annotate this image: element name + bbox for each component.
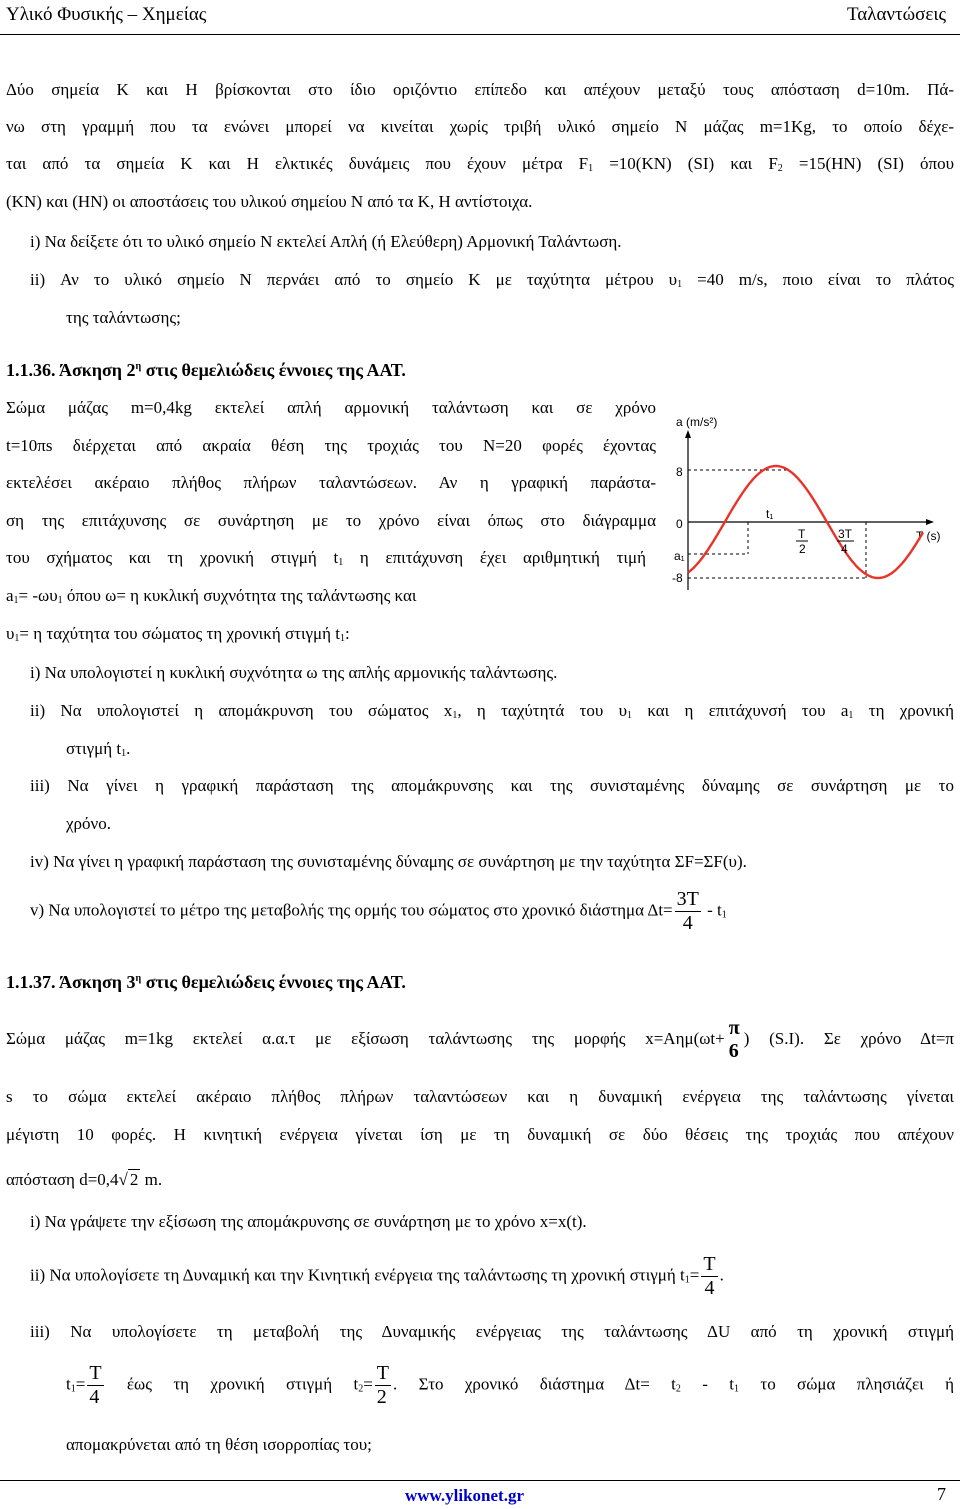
graph-x-tick-3T: 3T — [838, 527, 853, 541]
graph-y-label: a (m/s²) — [676, 415, 718, 429]
graph-x-tick-3T-den: 4 — [841, 542, 848, 556]
ex37-heading: 1.1.37. Άσκηση $3^\eta$ στις θεμελιώδεις έννοιες της ΑΑΤ. — [6, 972, 406, 992]
ex36-question-iii: iii) Να γίνει η γραφική παράσταση της απομάκρυνσης και της συνισταμένης δύναμης σε συνάρτηση με το — [30, 776, 954, 795]
fraction-3T-over-4: $\frac{3T}{4}$ — [676, 888, 699, 934]
ex37-line-3: μέγιστη 10 φορές. Η κινητική ενέργεια γίνεται ίση με τη δυναμική σε δύο θέσεις της τροχιάς που απέχουν — [6, 1125, 954, 1144]
ex36-line-2: t=10πs διέρχεται από ακραία θέση της τροχιάς του Ν=20 φορές έχοντας — [6, 436, 656, 455]
ex36-question-iii-cont: χρόνο. — [66, 814, 111, 833]
ex36-line-1: Σώμα μάζας m=0,4kg εκτελεί απλή αρμονική ταλάντωση και σε χρόνο — [6, 398, 656, 417]
fraction-T-over-2: $\frac{T}{2}$ — [376, 1362, 389, 1408]
ex36-line-7: $\upsilon_1= \eta$ ταχύτητα του σώματος τη χρονική στιγμή $t_1$: — [6, 624, 350, 644]
ex36-line-4: ση της επιτάχυνσης σε συνάρτηση με το χρόνο είναι όπως στο διάγραμμα — [6, 511, 656, 530]
ex37-line-1: Σώμα μάζας m=1kg εκτελεί α.α.τ με εξίσωση ταλάντωσης της μορφής x=Αημ(ωt+ π 6 ) (S.I). Σε χρόνο Δt=π — [6, 1017, 954, 1062]
graph-x-arrow — [926, 519, 934, 525]
fraction-T-over-4: $\frac{T}{4}$ — [703, 1253, 716, 1299]
ex35-question-ii-cont: της ταλάντωσης; — [66, 308, 181, 327]
graph-y-tick-minus8: -8 — [672, 571, 683, 585]
graph-x-label: T (s) — [916, 529, 941, 543]
ex35-question-ii: ii) Αν το υλικό σημείο Ν περνάει από το σημείο Κ με ταχύτητα μέτρου $\upsilon_1 =40$ m/s, ποιο είναι το πλάτος — [30, 270, 954, 290]
fraction-T-over-4-b: $\frac{T}{4}$ — [89, 1362, 102, 1408]
ex35-line-4: (ΚΝ) και (ΗΝ) οι αποστάσεις του υλικού σημείου Ν από τα Κ, Η αντίστοιχα. — [6, 192, 533, 211]
ex36-question-ii-cont: στιγμή $t_1$. — [66, 739, 131, 759]
ex37-question-ii: ii) Να υπολογίσετε τη Δυναμική και την Κινητική ενέργεια της ταλάντωσης τη χρονική στιγμή $t_1=$ $\frac{T}{4}$ . — [30, 1253, 724, 1299]
graph-y-tick-8: 8 — [676, 465, 683, 479]
ex37-line-4: απόσταση d=0,4√ 2 m. — [6, 1170, 163, 1189]
graph-x-tick-T: T — [798, 527, 806, 541]
ex36-question-iv: iv) Να γίνει η γραφική παράσταση της συνισταμένης δύναμης σε συνάρτηση με την ταχύτητα ΣF=ΣF(υ). — [30, 852, 747, 871]
ex36-line-3: εκτελέσει ακέραιο πλήθος πλήρων ταλαντώσεων. Αν η γραφική παράστα- — [6, 473, 656, 492]
ex37-line-2: s το σώμα εκτελεί ακέραιο πλήθος πλήρων ταλαντώσεων και η δυναμική ενέργεια της ταλάντωσης γίνεται — [6, 1087, 954, 1106]
graph-x-tick-T-den: 2 — [799, 542, 806, 556]
ex36-line-5: του σχήματος και τη χρονική στιγμή $t_1$ η επιτάχυνση έχει αριθμητική τιμή — [6, 548, 647, 568]
graph-x-tick-t1: t₁ — [766, 507, 774, 521]
graph-y-tick-a1: a₁ — [674, 549, 685, 563]
ex36-question-i: i) Να υπολογιστεί η κυκλική συχνότητα ω της απλής αρμονικής ταλάντωσης. — [30, 663, 558, 682]
ex37-question-iii: iii) Να υπολογίσετε τη μεταβολή της Δυναμικής ενέργειας της ταλάντωσης ΔU από τη χρονική στιγμή — [30, 1322, 954, 1341]
ex36-question-v: v) Να υπολογιστεί το μέτρο της μεταβολής της ορμής του σώματος στο χρονικό διάστημα Δt= $\frac{3T}{4}$ - $t_1$ — [30, 888, 727, 934]
header-rule — [0, 34, 960, 35]
header-chapter: Ταλαντώσεις — [846, 4, 946, 25]
graph-y-tick-0: 0 — [676, 517, 683, 531]
ex36-line-6: $a_1= -\omega\upsilon_1$ όπου ω= η κυκλική συχνότητα της ταλάντωσης και — [6, 586, 417, 606]
ex35-line-1: Δύο σημεία Κ και Η βρίσκονται στο ίδιο οριζόντιο επίπεδο και απέχουν μεταξύ τους απόσταση d=10m. Πά- — [6, 80, 954, 99]
footer-rule — [0, 1480, 960, 1481]
ex35-line-3: ται από τα σημεία Κ και Η ελκτικές δυνάμεις που έχουν μέτρα $F_1 =10(KN)$ (SI) και $F_2 =15(HN)$ (SI) όπου — [6, 154, 954, 174]
ex35-question-i: i) Να δείξετε ότι το υλικό σημείο Ν εκτελεί Απλή (ή Ελεύθερη) Αρμονική Ταλάντωση. — [30, 232, 622, 251]
fraction-pi-over-6: π 6 — [728, 1017, 740, 1062]
graph-y-arrow — [685, 430, 691, 438]
footer-website-link[interactable]: www.ylikonet.gr — [405, 1486, 524, 1505]
acceleration-time-graph — [668, 410, 953, 610]
ex37-question-iii-cont: $t_1=$ $\frac{T}{4}$ έως τη χρονική στιγμή $t_2=$ $\frac{T}{2}$ . Στο χρονικό διάστημα $\Delta t= t_2 - t_1$ το σώμα πλησιάζει ή — [66, 1362, 954, 1408]
header-subject: Υλικό Φυσικής – Χημείας — [6, 4, 207, 25]
ex37-question-i: i) Να γράψετε την εξίσωση της απομάκρυνσης σε συνάρτηση με το χρόνο x=x(t). — [30, 1212, 587, 1231]
ex36-heading: 1.1.36. Άσκηση $2^\eta$ στις θεμελιώδεις έννοιες της ΑΑΤ. — [6, 360, 406, 380]
ex35-line-2: νω στη γραμμή που τα ενώνει μπορεί να κινείται χωρίς τριβή υλικό σημείο Ν μάζας m=1Kg, το οποίο δέχε- — [6, 117, 954, 136]
ex36-question-ii: ii) Να υπολογιστεί η απομάκρυνση του σώματος $x_1$, η ταχύτητά του $\upsilon_1$ και η επιτάχυνσή του $a_1$ τη χρονική — [30, 701, 955, 721]
page-number: 7 — [937, 1484, 946, 1504]
page-header — [0, 0, 960, 32]
ex37-question-iii-end: απομακρύνεται από τη θέση ισορροπίας του; — [66, 1435, 372, 1454]
